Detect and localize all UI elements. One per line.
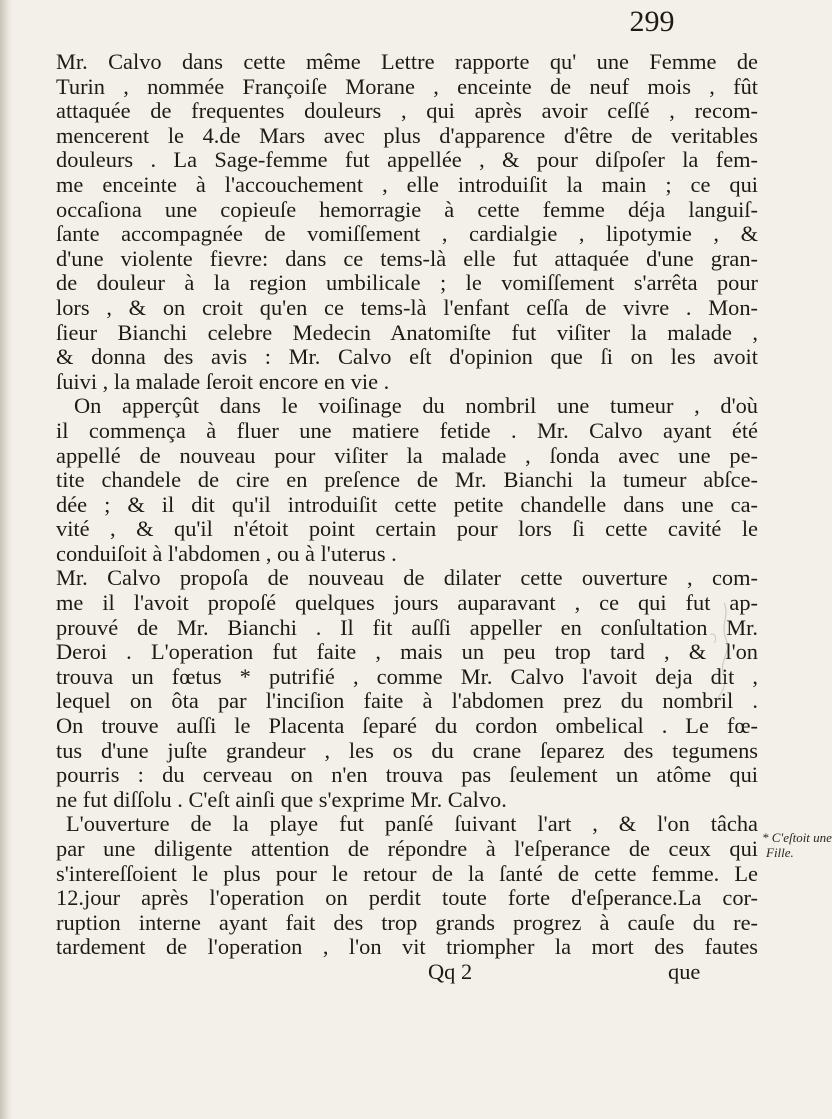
text-line: douleurs . La Sage-femme fut appellée , & pour diſpoſer la fem- — [56, 147, 758, 173]
margin-note — [762, 830, 832, 860]
text-line: Deroi . L'operation fut faite , mais un peu trop tard , & l'on — [56, 639, 758, 665]
text-line: tite chandele de cire en preſence de Mr. Bianchi la tumeur abſce- — [56, 467, 758, 493]
text-line: appellé de nouveau pour viſiter la malade , ſonda avec une pe- — [56, 442, 758, 468]
text-line: me enceinte à l'accouchement , elle introduiſit la main ; ce qui — [56, 171, 758, 197]
text-line: On trouve auſſi le Placenta ſeparé du cordon ombelical . Le fœ- — [56, 713, 758, 739]
text-line: On apperçût dans le voiſinage du nombril une tumeur , d'où — [74, 393, 758, 419]
text-line: prouvé de Mr. Bianchi . Il fit auſſi appeller en conſultation Mr. — [56, 614, 758, 640]
text-line: me il l'avoit propoſé quelques jours auparavant , ce qui fut ap- — [56, 590, 758, 616]
margin-note-line: * C'eſtoit une — [762, 830, 832, 845]
page-gutter-shadow — [0, 0, 14, 1119]
text-line: ruption interne ayant fait des trop grands progrez à cauſe du re- — [56, 909, 758, 935]
text-line: Mr. Calvo dans cette même Lettre rapporte qu' une Femme de — [56, 49, 758, 74]
text-line: ſante accompagnée de vomiſſement , cardialgie , lipotymie , & — [56, 221, 758, 247]
margin-note-line: Fille. — [766, 845, 794, 860]
text-line: s'intereſſoient le plus pour le retour de la ſanté de cette femme. Le — [56, 860, 758, 886]
text-line: d'une violente fievre: dans ce tems-là elle fut attaquée d'une gran- — [56, 245, 758, 271]
text-line: ſieur Bianchi celebre Medecin Anatomiſte fut viſiter la malade , — [56, 319, 758, 345]
text-line: L'ouverture de la playe fut panſé ſuivant l'art , & l'on tâcha — [66, 811, 758, 837]
signature-mark: Qq 2 — [428, 958, 473, 984]
text-line: Turin , nommée Françoiſe Morane , enceinte de neuf mois , fût — [56, 73, 758, 99]
text-line: lequel on ôta par l'inciſion faite à l'abdomen prez du nombril . — [56, 688, 758, 714]
text-line: occaſiona une copieuſe hemorragie à cette femme déja languiſ- — [56, 196, 758, 222]
text-line: par une diligente attention de répondre à l'eſperance de ceux qui — [56, 836, 758, 861]
text-line: lors , & on croit qu'en ce tems-là l'enfant ceſſa de vivre . Mon- — [56, 294, 758, 320]
text-line: dée ; & il dit qu'il introduiſit cette petite chandelle dans une ca- — [56, 491, 758, 517]
text-line: 12.jour après l'operation on perdit toute forte d'eſperance.La cor- — [56, 885, 758, 911]
text-line: tus d'une juſte grandeur , les os du crane ſeparez des tegumens — [56, 737, 758, 763]
text-line: ne fut diſſolu . C'eſt ainſi que s'exprime Mr. Calvo. — [56, 786, 507, 812]
text-line: de douleur à la region umbilicale ; le vomiſſement s'arrêta pour — [56, 270, 758, 296]
text-line: mencerent le 4.de Mars avec plus d'apparence d'être de veritables — [56, 122, 758, 148]
catchline — [56, 960, 758, 985]
text-line: conduiſoit à l'abdomen , ou à l'uterus . — [56, 540, 397, 566]
text-line: Mr. Calvo propoſa de nouveau de dilater cette ouverture , com- — [56, 565, 758, 591]
text-line: ſuivi , la malade ſeroit encore en vie . — [56, 368, 390, 394]
text-line: & donna des avis : Mr. Calvo eſt d'opinion que ſi on les avoit — [56, 344, 758, 370]
page-number: 299 — [629, 5, 675, 38]
text-line: trouva un fœtus * putrifié , comme Mr. Calvo l'avoit deja dit , — [56, 663, 758, 689]
catchword: que — [668, 958, 701, 984]
body-text — [56, 50, 758, 985]
text-line: il commença à fluer une matiere fetide . Mr. Calvo ayant été — [56, 417, 758, 443]
text-line: pourris : du cerveau on n'en trouva pas ſeulement un atôme qui — [56, 762, 758, 788]
text-line: vité , & qu'il n'étoit point certain pour lors ſi cette cavité le — [56, 516, 758, 542]
handwritten-margin-mark — [700, 595, 740, 705]
text-line: tardement de l'operation , l'on vit triompher la mort des fautes — [56, 934, 758, 960]
text-line: attaquée de frequentes douleurs , qui après avoir ceſſé , recom- — [56, 98, 758, 124]
